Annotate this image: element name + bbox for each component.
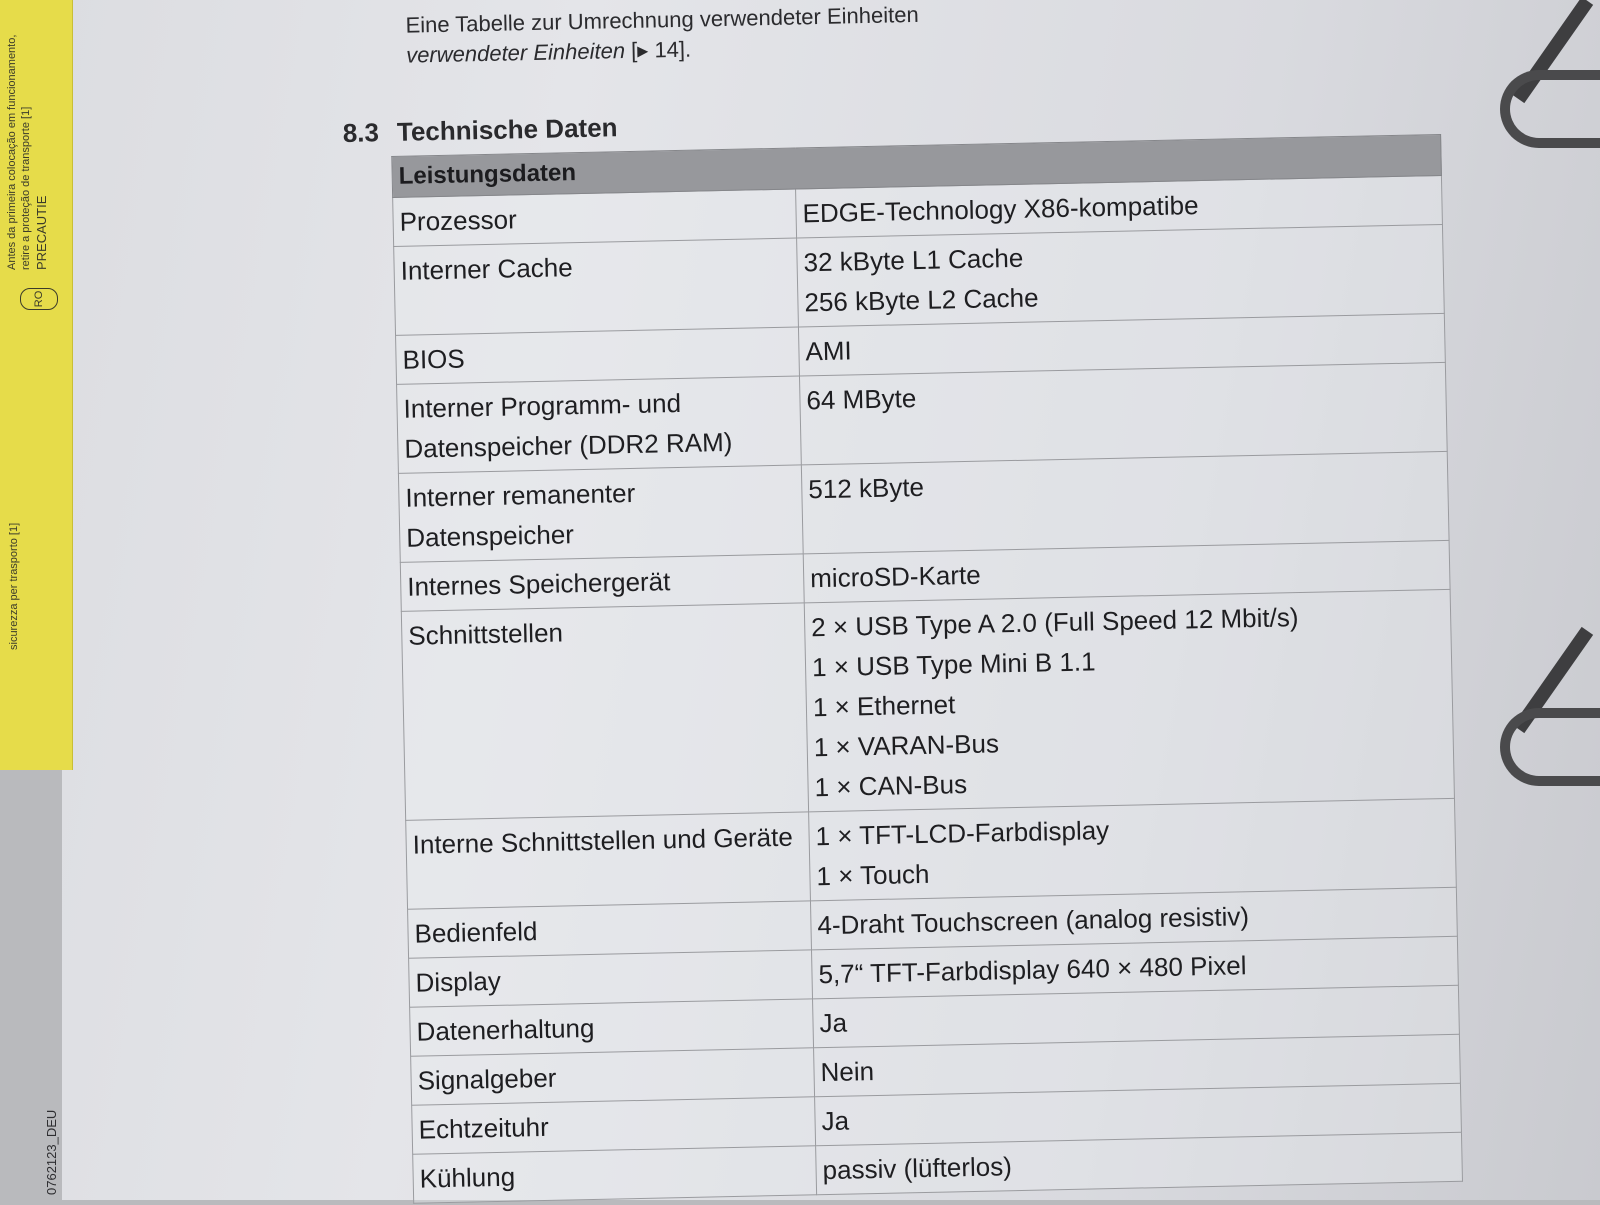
value-line: 256 kByte L2 Cache <box>804 282 1039 318</box>
table-body <box>393 175 1463 1203</box>
strip-text-line: Antes da primeira colocação em funcionamento, <box>6 34 18 270</box>
strip-text-line: retire a proteção de transporte [1] <box>20 106 32 270</box>
yellow-tab-strip <box>0 0 73 770</box>
document-id: 0762123_DEU <box>44 1109 59 1195</box>
value-line: 4-Draht Touchscreen (analog resistiv) <box>817 901 1250 941</box>
row-label: Prozessor <box>393 189 797 246</box>
row-label: Interner Programm- und Datenspeicher (DDR2 RAM) <box>397 376 802 473</box>
value-line: 512 kByte <box>808 471 925 505</box>
row-value <box>804 589 1454 811</box>
value-line: 2 × USB Type A 2.0 (Full Speed 12 Mbit/s) <box>810 602 1299 643</box>
technical-data-table <box>391 134 1463 1204</box>
value-line: 1 × TFT-LCD-Farbdisplay <box>815 815 1110 852</box>
row-label: Interne Schnittstellen und Geräte <box>406 812 811 909</box>
value-line: EDGE-Technology X86-kompatibe <box>802 190 1199 229</box>
row-label: Schnittstellen <box>401 603 808 820</box>
intro-line-1: Eine Tabelle zur Umrechnung verwendeter Einheiten <box>405 1 919 38</box>
row-label: Interner Cache <box>394 238 799 335</box>
intro-italic-term: verwendeter Einheiten <box>405 38 626 68</box>
page-content <box>340 0 1475 1205</box>
row-label: Bedienfeld <box>408 901 812 958</box>
binder-ring <box>1500 70 1600 148</box>
value-line: 1 × VARAN-Bus <box>813 728 1000 763</box>
page-reference-link[interactable]: [▸ 14]. <box>624 36 692 64</box>
row-label: Interner remanenter Datenspeicher <box>398 465 803 562</box>
binder-ring <box>1500 708 1600 786</box>
value-line: Ja <box>821 1105 850 1137</box>
row-label: BIOS <box>396 327 800 384</box>
row-label: Display <box>409 950 813 1007</box>
row-label: Kühlung <box>413 1146 817 1203</box>
value-line: microSD-Karte <box>809 559 981 594</box>
strip-text-line: sicurezza per trasporto [1] <box>8 522 20 650</box>
row-label: Datenerhaltung <box>410 999 814 1056</box>
strip-text-line: PRECAUTIE <box>34 195 49 270</box>
row-label: Signalgeber <box>411 1048 815 1105</box>
row-value <box>801 451 1449 554</box>
table-row <box>401 589 1454 820</box>
value-line: 1 × USB Type Mini B 1.1 <box>811 646 1096 683</box>
value-line: 32 kByte L1 Cache <box>803 242 1024 278</box>
value-line: 5,7“ TFT-Farbdisplay 640 × 480 Pixel <box>818 950 1247 990</box>
row-value <box>799 362 1447 465</box>
value-line: passiv (lüfterlos) <box>822 1151 1013 1186</box>
row-value <box>797 224 1445 327</box>
section-title: Technische Daten <box>396 112 618 147</box>
row-label: Echtzeituhr <box>412 1097 816 1154</box>
value-line: Ja <box>819 1007 848 1039</box>
table-header-cell: Leistungsdaten <box>392 134 1442 197</box>
language-badge: RO <box>20 288 58 310</box>
value-line: 1 × Ethernet <box>812 689 956 723</box>
value-line: Nein <box>820 1056 875 1088</box>
value-line: AMI <box>805 335 852 367</box>
value-line: 1 × CAN-Bus <box>814 769 968 803</box>
row-label: Internes Speichergerät <box>400 554 804 611</box>
intro-paragraph <box>405 0 1451 71</box>
row-value <box>809 798 1457 901</box>
section-number: 8.3 <box>342 117 380 148</box>
value-line: 1 × Touch <box>816 858 930 892</box>
value-line: 64 MByte <box>806 383 917 416</box>
